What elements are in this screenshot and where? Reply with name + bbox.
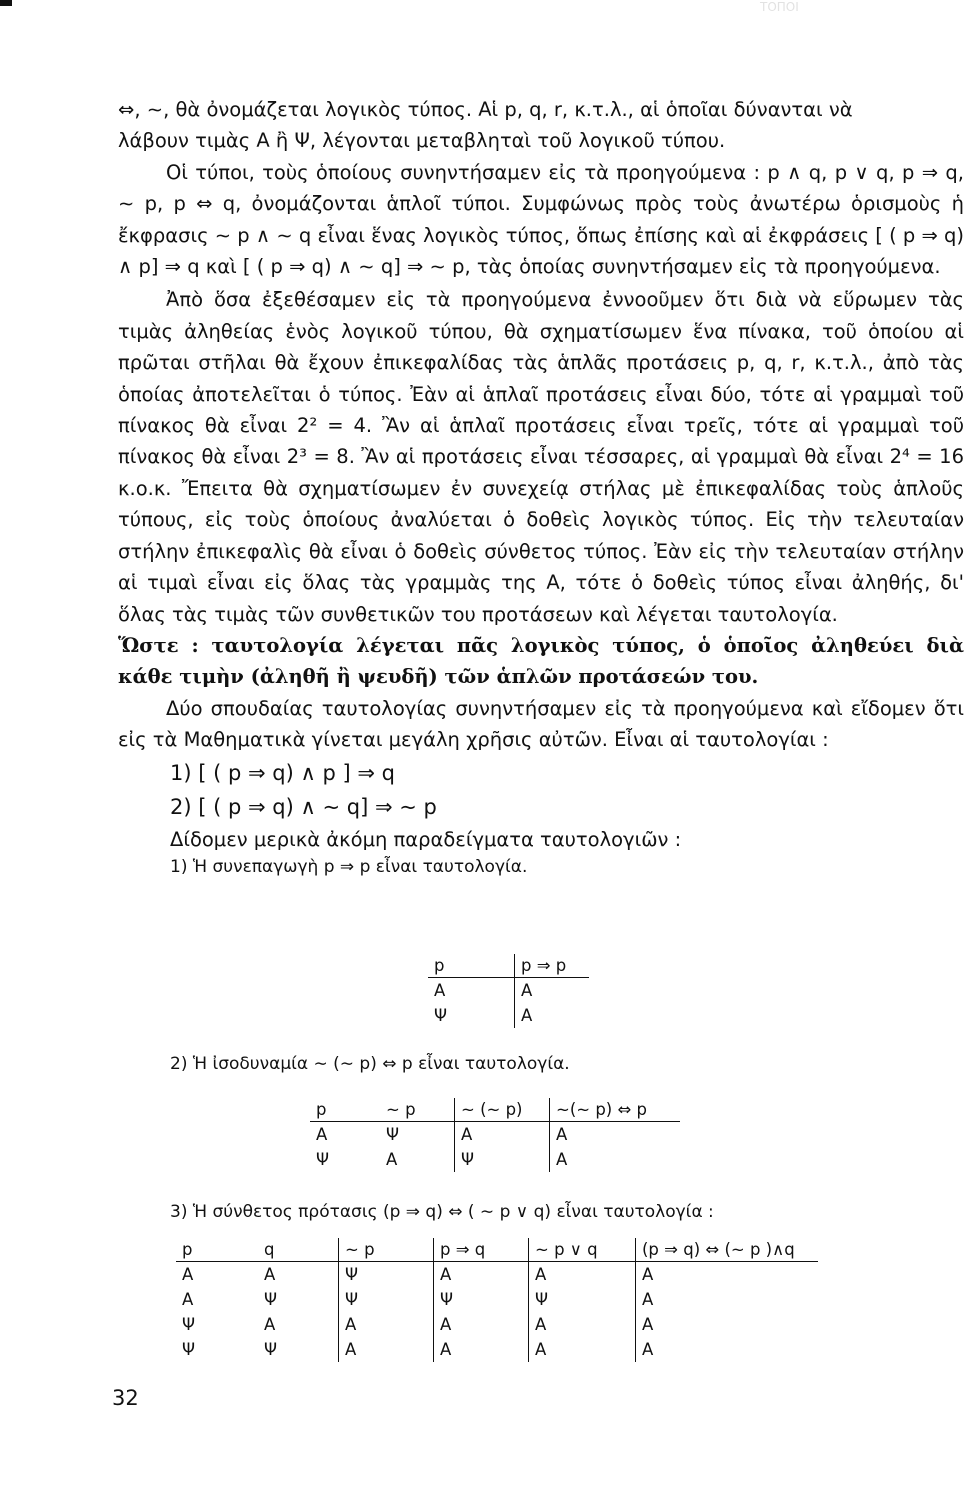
table3-header: ∼ p [339, 1238, 434, 1262]
body-text [118, 94, 964, 879]
table1-header: p ⇒ p [515, 954, 590, 978]
table1-cell: Ψ [434, 1006, 447, 1025]
table1-cell: Α [515, 1003, 590, 1028]
table3-cell: Α [339, 1337, 434, 1362]
table2-cell: Α [386, 1150, 398, 1169]
table3-cell: Ψ [339, 1262, 434, 1288]
bleed-through-text: ΤΟΠΟΙ [760, 0, 799, 14]
table2-cell: Α [550, 1122, 681, 1148]
table3-cell: Α [529, 1337, 636, 1362]
table3-cell: Ψ [182, 1315, 195, 1334]
table2-header: p [310, 1098, 380, 1122]
scan-corner-mark [0, 0, 12, 6]
table3-header: (p ⇒ q) ⇔ (∼ p )∧q [636, 1238, 819, 1262]
example-1-title: 1) Ἡ συνεπαγωγὴ p ⇒ p εἶναι ταυτολογία. [170, 856, 528, 877]
paragraph-two-tautologies: Δύο σπουδαίας ταυτολογίας συνηντήσαμεν εἰς τὰ προηγούμενα καὶ εἴδομεν ὅτι εἰς τὰ Μαθηματικὰ γίνεται μεγάλη χρῆσις αὐτῶν. Εἶναι αἱ ταυτολογίαι : [118, 696, 964, 752]
table2-header: ∼ (∼ p) [455, 1098, 550, 1122]
table3-cell: Α [529, 1262, 636, 1288]
table3-header: p ⇒ q [434, 1238, 529, 1262]
table3-cell: Ψ [339, 1287, 434, 1312]
example-3-title: 3) Ἡ σύνθετος πρότασις (p ⇒ q) ⇔ ( ∼ p ∨ q) εἶναι ταυτολογία : [170, 1202, 714, 1222]
tautology-definition: Ὥστε : ταυτολογία λέγεται πᾶς λογικὸς τύπος, ὁ ὁποῖος ἀληθεύει διὰ κάθε τιμὴν (ἀληθῆ ἢ ψευδῆ) τῶν ἁπλῶν προτάσεών του. [118, 633, 964, 689]
table3-cell: Α [339, 1312, 434, 1337]
example-2-title: 2) Ἡ ἰσοδυναμία ∼ (∼ p) ⇔ p εἶναι ταυτολογία. [170, 1054, 570, 1074]
tautology-2: 2) [ ( p ⇒ q) ∧ ∼ q] ⇒ ∼ p [170, 794, 437, 819]
table2-cell: Α [316, 1125, 328, 1144]
paragraph-truth-table-method: Ἀπὸ ὅσα ἐξεθέσαμεν εἰς τὰ προηγούμενα ἐννοοῦμεν ὅτι διὰ νὰ εὕρωμεν τὰς τιμὰς ἀληθείας ἑνὸς λογικοῦ τύπου, θὰ σχηματίσωμεν ἕνα πίνακα, τοῦ ὁποίου αἱ πρῶται στῆλαι θὰ ἔχουν ἐπικεφαλίδας τὰς ἁπλᾶς προτάσεις p, q, r, κ.τ.λ., ἀπὸ τὰς ὁποίας ἀποτελεῖται ὁ τύπος. Ἐὰν αἱ ἁπλαῖ προτάσεις εἶναι δύο, τότε αἱ γραμμαὶ τοῦ πίνακος θὰ εἶναι 2² = 4. Ἂν αἱ ἁπλαῖ προτάσεις εἶναι τρεῖς, τότε αἱ γραμμαὶ τοῦ πίνακος θὰ εἶναι 2³ = 8. Ἂν αἱ προτάσεις εἶναι τέσσαρες, αἱ γραμμαὶ θὰ εἶναι 2⁴ = 16 κ.ο.κ. Ἔπειτα θὰ σχηματίσωμεν ἐν συνεχείᾳ στήλας μὲ ἐπικεφαλίδας τοὺς ἁπλοῦς τύπους, εἰς τοὺς ὁποίους ἀναλύεται ὁ δοθεὶς λογικὸς τύπος. Εἰς τὴν τελευταίαν στήλην ἐπικεφαλὶς θὰ εἶναι ὁ δοθεὶς σύνθετος τύπος. Ἐὰν εἰς τὴν τελευταίαν στήλην αἱ τιμαὶ εἶναι εἰς ὅλας τὰς γραμμὰς της Α, τότε ὁ δοθεὶς τύπος εἶναι ἀληθής, δι' ὅλας τὰς τιμὰς τῶν συνθετικῶν του προτάσεων καὶ λέγεται ταυτολογία. [118, 288, 964, 626]
table3-cell: Α [434, 1262, 529, 1288]
example-2-block [118, 1052, 964, 1076]
example-3-block [118, 1200, 964, 1224]
table3-cell: Α [636, 1287, 819, 1312]
table3-cell: Ψ [264, 1290, 277, 1309]
table3-header: q [258, 1238, 339, 1262]
table3-header: p [176, 1238, 258, 1262]
table3-cell: Α [434, 1337, 529, 1362]
table2-cell: Α [455, 1122, 550, 1148]
table3-cell: Ψ [529, 1287, 636, 1312]
table3-cell: Α [182, 1265, 194, 1284]
table3-cell: Α [182, 1290, 194, 1309]
truth-table-2 [310, 1098, 680, 1172]
table1-cell: Α [515, 978, 590, 1004]
table3-cell: Α [264, 1265, 276, 1284]
page-number: 32 [112, 1386, 139, 1410]
table3-cell: Α [434, 1312, 529, 1337]
paragraph-simple-formulas: Οἱ τύποι, τοὺς ὁποίους συνηντήσαμεν εἰς τὰ προηγούμενα : p ∧ q, p ∨ q, p ⇒ q, ∼ p, p ⇔ q, ὀνομάζονται ἁπλοῖ τύποι. Συμφώνως πρὸς τοὺς ἀνωτέρω ὁρισμοὺς ἡ ἔκφρασις ∼ p ∧ ∼ q εἶναι ἕνας λογικὸς τύπος, ὅπως ἐπίσης καὶ αἱ ἐκφράσεις [ ( p ⇒ q) ∧ p] ⇒ q καὶ [ ( p ⇒ q) ∧ ∼ q] ⇒ ∼ p, τὰς ὁποίας συνηντήσαμεν εἰς τὰ προηγούμενα. [118, 160, 964, 279]
table1-header: p [428, 954, 515, 978]
table3-cell: Α [636, 1312, 819, 1337]
table3-cell: Α [264, 1315, 276, 1334]
table2-header: ∼ p [380, 1098, 455, 1122]
table3-cell: Ψ [182, 1340, 195, 1359]
table2-cell: Ψ [455, 1147, 550, 1172]
truth-table-1 [428, 954, 589, 1028]
truth-table-3 [176, 1238, 818, 1362]
table3-cell: Α [529, 1312, 636, 1337]
tautology-1: 1) [ ( p ⇒ q) ∧ p ] ⇒ q [170, 760, 395, 785]
table1-cell: Α [434, 981, 446, 1000]
table2-header: ∼(∼ p) ⇔ p [550, 1098, 681, 1122]
table3-cell: Α [636, 1262, 819, 1288]
table3-header: ∼ p ∨ q [529, 1238, 636, 1262]
table3-cell: Α [636, 1337, 819, 1362]
table2-cell: Ψ [386, 1125, 399, 1144]
table3-cell: Ψ [434, 1287, 529, 1312]
table2-cell: Ψ [316, 1150, 329, 1169]
paragraph-intro-line1: ⇔, ∼, θὰ ὀνομάζεται λογικὸς τύπος. Αἱ p, q, r, κ.τ.λ., αἱ ὁποῖαι δύνανται νὰ [118, 98, 853, 121]
paragraph-intro-line2: λάβουν τιμὰς Α ἢ Ψ, λέγονται μεταβληταὶ τοῦ λογικοῦ τύπου. [118, 129, 726, 153]
examples-intro: Δίδομεν μερικὰ ἀκόμη παραδείγματα ταυτολογιῶν : [170, 827, 682, 851]
table3-cell: Ψ [264, 1340, 277, 1359]
table2-cell: Α [550, 1147, 681, 1172]
